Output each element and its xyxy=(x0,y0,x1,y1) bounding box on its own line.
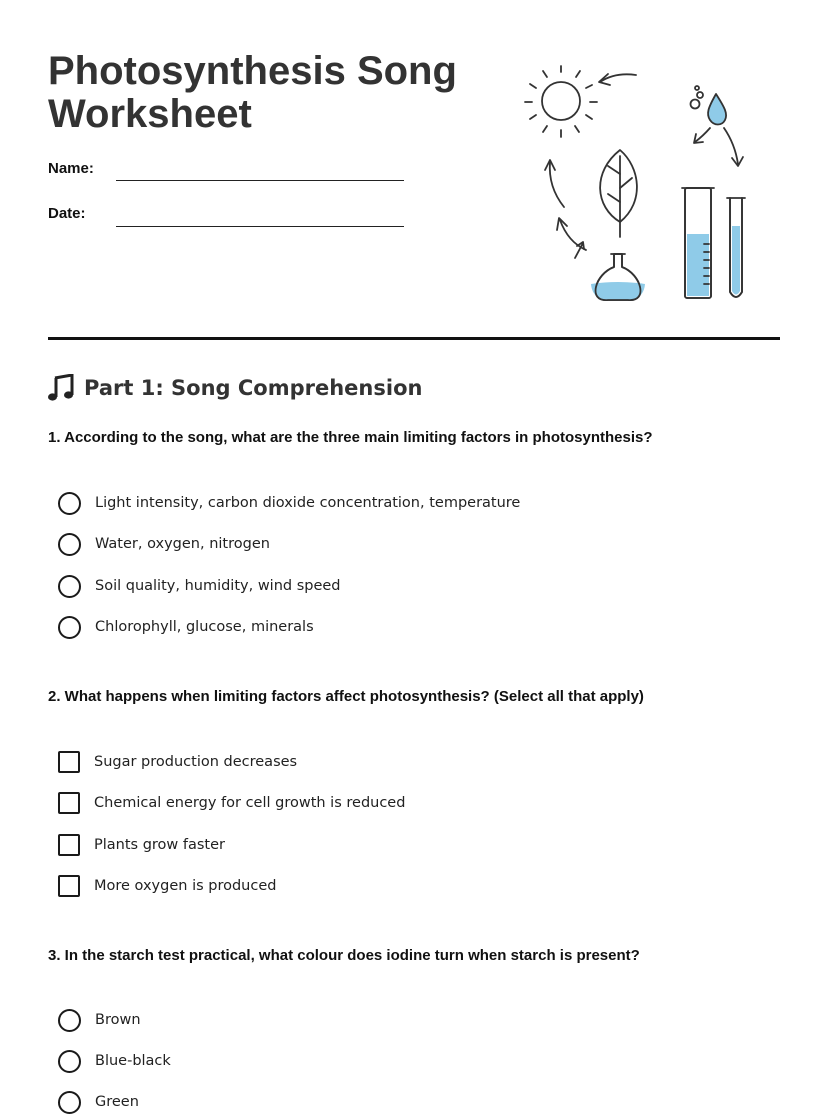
option-label: Water, oxygen, nitrogen xyxy=(95,536,270,552)
option-label: Green xyxy=(95,1094,139,1110)
question-1: 1. According to the song, what are the three main limiting factors in photosynthesis? xyxy=(48,429,653,446)
header-divider xyxy=(48,337,780,340)
option-label: Light intensity, carbon dioxide concentration, temperature xyxy=(95,495,521,511)
q1-option-4[interactable] xyxy=(58,615,314,639)
name-field[interactable] xyxy=(116,180,404,181)
date-field[interactable] xyxy=(116,226,404,227)
radio-button[interactable] xyxy=(58,1009,81,1032)
option-label: Blue-black xyxy=(95,1053,171,1069)
q1-option-3[interactable] xyxy=(58,574,341,598)
radio-button[interactable] xyxy=(58,533,81,556)
radio-button[interactable] xyxy=(58,1050,81,1073)
option-label: Sugar production decreases xyxy=(94,754,298,770)
date-label: Date: xyxy=(48,205,86,222)
sun-icon xyxy=(525,66,597,137)
title-line-1: Photosynthesis Song xyxy=(48,49,457,93)
q2-option-4[interactable] xyxy=(58,874,276,898)
q2-option-1[interactable] xyxy=(58,750,297,774)
leaf-icon xyxy=(600,150,637,237)
option-label: Chlorophyll, glucose, minerals xyxy=(95,619,314,635)
section-title-part-1 xyxy=(48,374,422,402)
water-drop-icon xyxy=(691,86,727,125)
radio-button[interactable] xyxy=(58,575,81,598)
q1-option-1[interactable] xyxy=(58,491,520,515)
q2-option-2[interactable] xyxy=(58,791,405,815)
flask-icon xyxy=(591,254,645,300)
test-tube-icon xyxy=(682,188,745,298)
music-note-icon xyxy=(48,374,74,402)
radio-button[interactable] xyxy=(58,1091,81,1114)
option-label: Soil quality, humidity, wind speed xyxy=(95,578,341,594)
q2-option-3[interactable] xyxy=(58,833,225,857)
title-line-2: Worksheet xyxy=(48,92,252,136)
option-label: Chemical energy for cell growth is reduced xyxy=(94,795,406,811)
section-title-label: Part 1: Song Comprehension xyxy=(84,376,423,400)
checkbox[interactable] xyxy=(58,792,80,814)
q1-option-2[interactable] xyxy=(58,532,270,556)
radio-button[interactable] xyxy=(58,492,81,515)
question-3: 3. In the starch test practical, what colour does iodine turn when starch is present? xyxy=(48,947,640,964)
q3-option-3[interactable] xyxy=(58,1090,139,1114)
question-2: 2. What happens when limiting factors affect photosynthesis? (Select all that apply) xyxy=(48,688,644,705)
checkbox[interactable] xyxy=(58,751,80,773)
page-title xyxy=(48,50,468,136)
checkbox[interactable] xyxy=(58,834,80,856)
q3-option-2[interactable] xyxy=(58,1049,171,1073)
checkbox[interactable] xyxy=(58,875,80,897)
q3-option-1[interactable] xyxy=(58,1008,141,1032)
option-label: Brown xyxy=(95,1012,141,1028)
name-label: Name: xyxy=(48,160,94,177)
photosynthesis-illustration xyxy=(520,62,760,307)
option-label: More oxygen is produced xyxy=(94,878,277,894)
radio-button[interactable] xyxy=(58,616,81,639)
option-label: Plants grow faster xyxy=(94,837,225,853)
